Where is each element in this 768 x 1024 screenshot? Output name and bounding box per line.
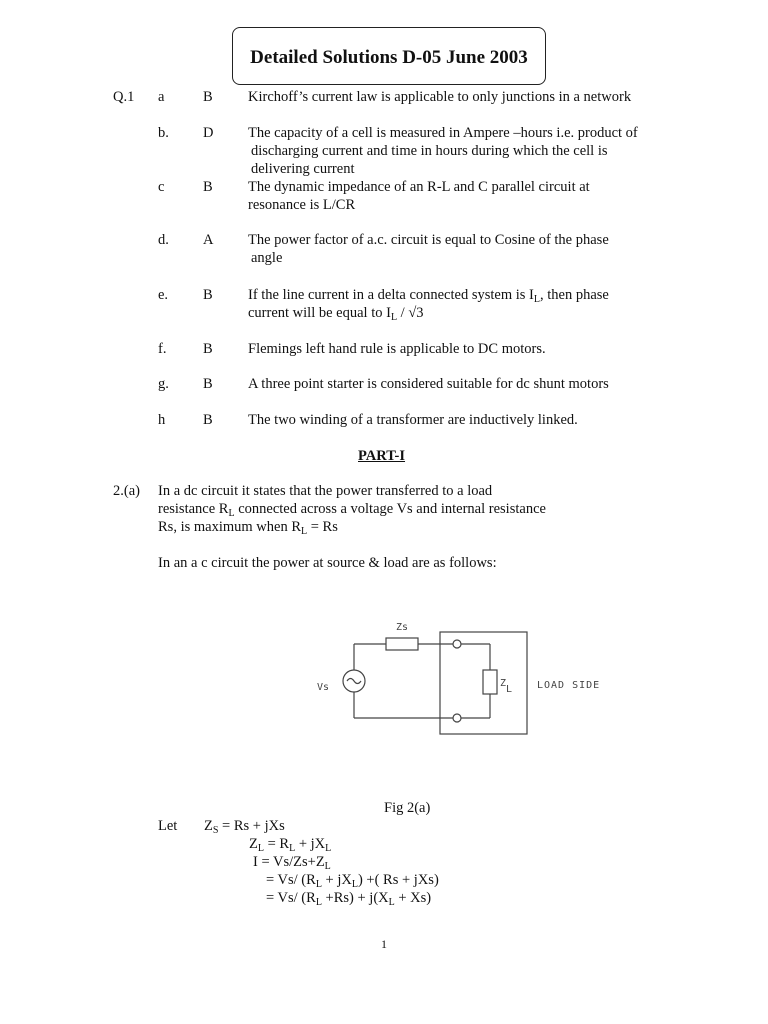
eq-line-5: = Vs/ $(R_L +Rs) + j(X_L + Xs)$ bbox=[266, 890, 432, 908]
answer-h-text: The two winding of a transformer are inductively linked. bbox=[248, 412, 578, 428]
answer-c-part: c bbox=[158, 179, 165, 195]
answer-e-part: e. bbox=[158, 287, 169, 303]
answer-f-text: Flemings left hand rule is applicable to DC motors. bbox=[248, 341, 546, 357]
answer-a-letter: B bbox=[203, 89, 213, 105]
answer-h-part: h bbox=[158, 412, 166, 428]
load-side-label: LOAD SIDE bbox=[537, 680, 601, 691]
answer-f-part: f. bbox=[158, 341, 167, 357]
answer-c-text-2: resonance is L/CR bbox=[248, 197, 356, 213]
eq-line-1: $Z_S = Rs$ + jXs bbox=[204, 818, 285, 836]
answer-b-text-3: delivering current bbox=[251, 161, 355, 177]
answer-g-part: g. bbox=[158, 376, 169, 392]
answer-b-letter: D bbox=[203, 125, 214, 141]
zs-label: Zs bbox=[396, 622, 409, 633]
q2-line-4: In an a c circuit the power at source & load are as follows: bbox=[158, 555, 497, 571]
answer-d-part: d. bbox=[158, 232, 169, 248]
answer-d-letter: A bbox=[203, 232, 214, 248]
zl-label: ZL bbox=[500, 678, 513, 695]
answer-g-text: A three point starter is considered suitable for dc shunt motors bbox=[248, 376, 609, 392]
answer-a-text: Kirchoff’s current law is applicable to only junctions in a network bbox=[248, 89, 632, 105]
answer-e-text-2: current will be equal to $I_L / √3$ bbox=[248, 305, 424, 323]
answer-g-letter: B bbox=[203, 376, 213, 392]
figure-caption: Fig 2(a) bbox=[384, 800, 431, 816]
answer-c-letter: B bbox=[203, 179, 213, 195]
answer-h-letter: B bbox=[203, 412, 213, 428]
answer-a-part: a bbox=[158, 89, 165, 105]
answer-e-letter: B bbox=[203, 287, 213, 303]
answer-b-part: b. bbox=[158, 125, 169, 141]
question-2a-label: 2.(a) bbox=[113, 483, 140, 499]
question-1-label: Q.1 bbox=[113, 89, 135, 105]
page-number: 1 bbox=[381, 937, 387, 951]
eq-line-2: $Z_L = R_L + jX_L$ bbox=[249, 836, 332, 854]
answer-c-text-1: The dynamic impedance of an R-L and C parallel circuit at bbox=[248, 179, 590, 195]
q2-line-1: In a dc circuit it states that the power transferred to a load bbox=[158, 483, 493, 499]
answer-d-text-2: angle bbox=[251, 250, 283, 266]
answer-f-letter: B bbox=[203, 341, 213, 357]
q2-line-3: Rs, is maximum when $R_L = Rs$ bbox=[158, 519, 338, 537]
part-heading: PART-I bbox=[358, 448, 406, 464]
answer-d-text-1: The power factor of a.c. circuit is equal to Cosine of the phase bbox=[248, 232, 609, 248]
q2-line-2: resistance $R_L$ connected across a voltage Vs and internal resistance bbox=[158, 501, 546, 519]
eq-let: Let bbox=[158, 818, 178, 834]
answer-e-text-1: If the line current in a delta connected system is $I_L$, then phase bbox=[248, 287, 609, 305]
zs-resistor bbox=[386, 638, 418, 650]
eq-line-3: $I = Vs/Zs+Z_L$ bbox=[253, 854, 331, 872]
page-title: Detailed Solutions D-05 June 2003 bbox=[250, 47, 528, 68]
answer-b-text-2: discharging current and time in hours during which the cell is bbox=[251, 143, 608, 159]
answer-b-text-1: The capacity of a cell is measured in Ampere –hours i.e. product of bbox=[248, 125, 638, 141]
zl-resistor bbox=[483, 670, 497, 694]
eq-line-4: = Vs/ $(R_L + jX_L)$ +( Rs + jXs) bbox=[266, 872, 439, 890]
vs-label: Vs bbox=[317, 682, 330, 693]
